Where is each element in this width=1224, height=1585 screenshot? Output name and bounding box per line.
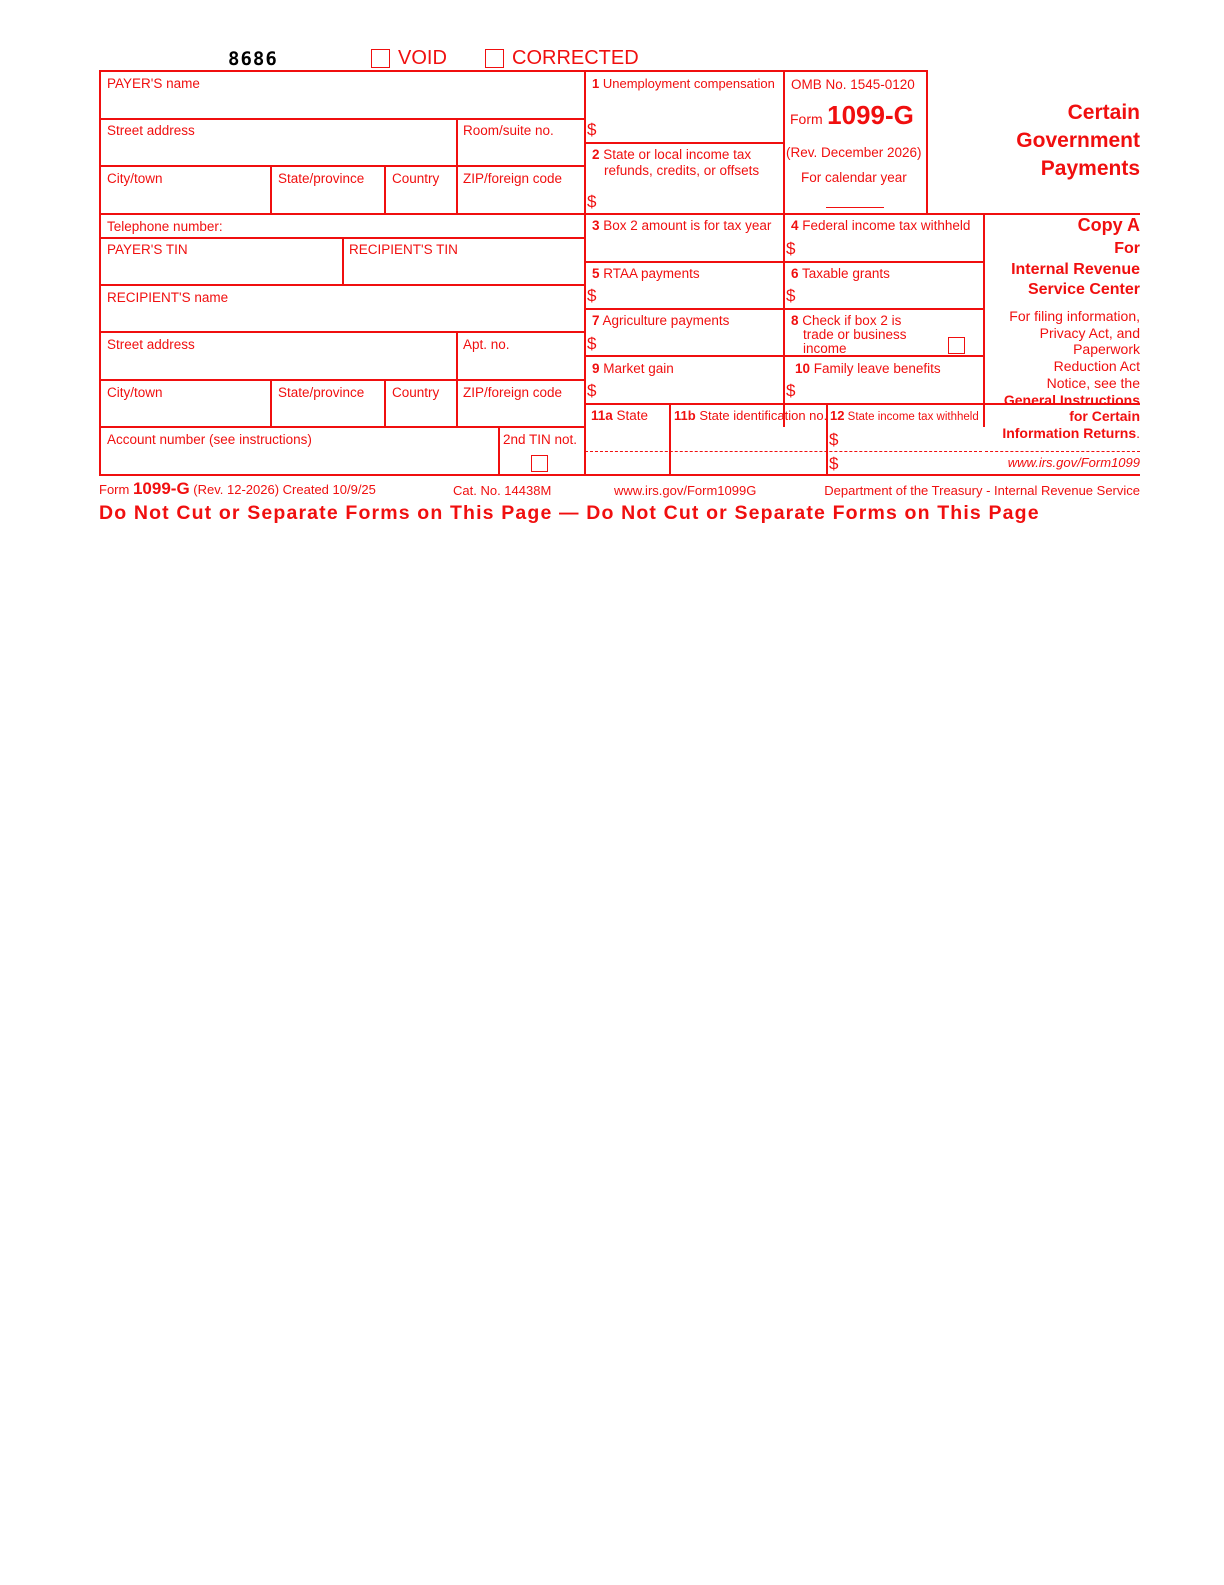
corrected-label: CORRECTED [512, 47, 639, 69]
payer-tin-label: PAYER'S TIN [107, 242, 188, 257]
footer-department: Department of the Treasury - Internal Revenue Service [824, 483, 1140, 498]
box7-label: 7 Agriculture payments [592, 313, 730, 328]
copy-irs-line1: Internal Revenue [1011, 261, 1140, 278]
omb-calendar-year: For calendar year [801, 170, 907, 185]
void-checkbox[interactable] [371, 49, 390, 68]
omb-number: OMB No. 1545-0120 [791, 77, 915, 92]
box8-checkbox[interactable] [948, 337, 965, 354]
copy-gi-line3: Information Returns. [1002, 424, 1140, 441]
box8-label-line2: trade or business [803, 327, 907, 342]
account-number-label: Account number (see instructions) [107, 432, 312, 447]
recipient-apt-label: Apt. no. [463, 337, 510, 352]
copy-for: For [1114, 240, 1140, 257]
box6-dollar: $ [786, 286, 796, 305]
recipient-name-label: RECIPIENT'S name [107, 290, 229, 305]
second-tin-checkbox[interactable] [531, 455, 548, 472]
box8-label-line3: income [803, 341, 847, 356]
recipient-country-label: Country [392, 385, 440, 400]
copy-website: www.irs.gov/Form1099 [1007, 455, 1140, 470]
recipient-zip-label: ZIP/foreign code [463, 385, 563, 400]
box10-label: 10 Family leave benefits [795, 361, 941, 376]
box12-label: 12 State income tax withheld [830, 408, 979, 423]
copy-info-line3: Paperwork [1073, 341, 1140, 358]
copy-info-line4: Reduction Act [1053, 358, 1140, 375]
recipient-tin-label: RECIPIENT'S TIN [349, 242, 458, 257]
box2-dollar: $ [587, 192, 597, 211]
box2-label-line2: refunds, credits, or offsets [604, 163, 760, 178]
payer-country-label: Country [392, 171, 440, 186]
box12-dollar-2: $ [829, 454, 839, 473]
footer-form-id: Form 1099-G (Rev. 12-2026) Created 10/9/25 [99, 479, 376, 498]
copy-gi-line2: for Certain [1069, 408, 1140, 425]
copy-info-line1: For filing information, [1009, 308, 1140, 324]
void-label: VOID [398, 47, 447, 69]
box10-dollar: $ [786, 381, 796, 400]
omb-form-title: Form 1099-G [790, 100, 914, 130]
copy-info-line2: Privacy Act, and [1039, 324, 1140, 341]
copy-gi-line1: General Instructions [1003, 391, 1140, 408]
payer-telephone-label: Telephone number: [107, 219, 223, 234]
payer-state-label: State/province [278, 171, 365, 186]
box2-label: 2 State or local income tax [592, 147, 752, 162]
payer-street-label: Street address [107, 123, 195, 138]
box11a-label: 11a State [591, 408, 649, 423]
payer-city-label: City/town [107, 171, 163, 186]
payer-name-field[interactable] [101, 92, 583, 117]
box1-label: 1 Unemployment compensation [592, 76, 775, 91]
box3-label: 3 Box 2 amount is for tax year [592, 218, 772, 233]
box1-dollar: $ [587, 120, 597, 139]
box12-dollar-1: $ [829, 430, 839, 449]
copy-a-panel [980, 214, 1140, 442]
box8-label: 8 Check if box 2 is [791, 313, 902, 328]
form-code: 8686 [228, 48, 278, 70]
box9-label: 9 Market gain [592, 361, 674, 376]
payer-room-label: Room/suite no. [463, 123, 554, 138]
recipient-state-label: State/province [278, 385, 365, 400]
box4-label: 4 Federal income tax withheld [791, 218, 971, 233]
copy-info-line5: Notice, see the [1046, 374, 1140, 391]
payer-zip-label: ZIP/foreign code [463, 171, 563, 186]
box5-dollar: $ [587, 286, 597, 305]
box4-dollar: $ [786, 239, 796, 258]
box5-label: 5 RTAA payments [592, 266, 700, 281]
box9-dollar: $ [587, 381, 597, 400]
footer-website: www.irs.gov/Form1099G [614, 483, 757, 498]
box6-label: 6 Taxable grants [791, 266, 890, 281]
corrected-checkbox[interactable] [485, 49, 504, 68]
copy-irs-line2: Service Center [1027, 281, 1140, 298]
form-title: Certain Government Payments [1016, 101, 1140, 180]
copy-label: Copy A [1077, 215, 1140, 235]
omb-revision: (Rev. December 2026) [786, 145, 922, 160]
footer-cat-no: Cat. No. 14438M [453, 483, 552, 498]
payer-name-label: PAYER'S name [107, 76, 200, 91]
footer-warning: Do Not Cut or Separate Forms on This Page — Do Not Cut or Separate Forms on This Page [99, 502, 1040, 524]
recipient-city-label: City/town [107, 385, 163, 400]
box11b-label: 11b State identification no. [674, 408, 828, 423]
recipient-street-label: Street address [107, 337, 195, 352]
box7-dollar: $ [587, 334, 597, 353]
second-tin-label: 2nd TIN not. [503, 432, 578, 447]
